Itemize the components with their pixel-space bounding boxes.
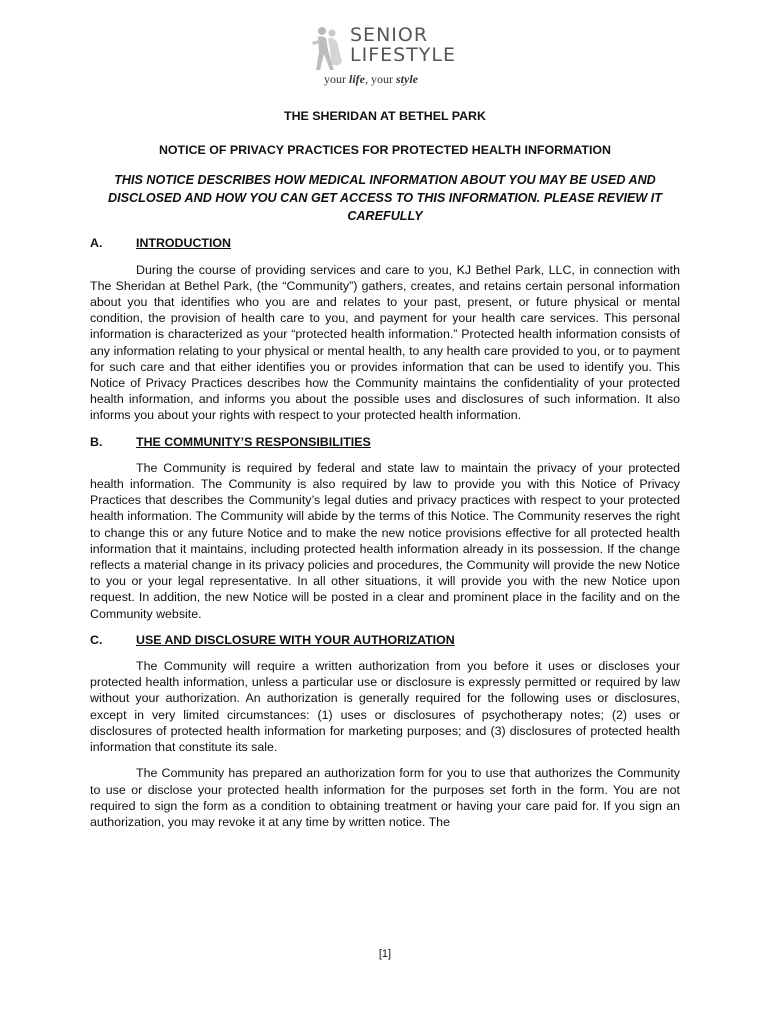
notice-description: THIS NOTICE DESCRIBES HOW MEDICAL INFORMATION ABOUT YOU MAY BE USED AND DISCLOSED AND HOW YOU CAN GET ACCESS TO THIS INFORMATION. PLEASE REVIEW IT CAREFULLY bbox=[108, 173, 662, 224]
section-title: USE AND DISCLOSURE WITH YOUR AUTHORIZATION bbox=[136, 632, 455, 647]
tagline-part: , your bbox=[365, 72, 396, 86]
section-letter: C. bbox=[90, 632, 103, 647]
section-letter: A. bbox=[90, 236, 103, 251]
document-body bbox=[90, 108, 680, 830]
section-title: INTRODUCTION bbox=[136, 236, 231, 251]
section-title: THE COMMUNITY’S RESPONSIBILITIES bbox=[136, 434, 371, 449]
section-b-paragraph: The Community is required by federal and state law to maintain the privacy of your protected health information. The Community is also required by law to provide you with this Notice of Privacy Practices that describes the Community’s legal duties and privacy practices with respect to your protected health information. The Community will abide by the terms of this Notice. The Community reserves the right to change this or any future Notice and to make the new notice provisions effective for all protected health information that it maintains, including protected health information already in its possession. If the change reflects a material change in its privacy policies and procedures, the Community will provide the new Notice to you or your legal representative. In all other situations, it will provide you with the new Notice upon request. In addition, the new Notice will be posted in a clear and prominent place in the facility and on the Community website. bbox=[90, 460, 680, 621]
logo-text-senior: SENIOR bbox=[350, 24, 429, 46]
section-a-paragraph: During the course of providing services and care to you, KJ Bethel Park, LLC, in connection with The Sheridan at Bethel Park, (the “Community”) gathers, creates, and retains certain personal information about you that identifies who you are and relates to your past, present, or future physical or mental condition, the provision of health care to you, and payment for your health care services. This personal information is characterized as your “protected health information.” Protected health information consists of any information relating to your physical or mental health, to any health care provided to you, or to payment for such care and that either identifies you or provides information that can be used to identify you. This Notice of Privacy Practices describes how the Community maintains the confidentiality of your protected health information, and informs you about the possible uses and disclosures of such information. It also informs you about your rights with respect to your protected health information. bbox=[90, 262, 680, 423]
logo-tagline bbox=[324, 72, 418, 87]
logo-text-lifestyle: LIFESTYLE bbox=[350, 44, 456, 66]
tagline-style: style bbox=[396, 72, 418, 86]
tagline-part: your bbox=[324, 72, 349, 86]
section-c-paragraph-2: The Community has prepared an authorization form for you to use that authorizes the Community to use or disclose your protected health information for the purposes set forth in the form. You are not required to sign the form as a condition to obtaining treatment or having your care paid for. If you sign an authorization, you may revoke it at any time by written notice. The bbox=[90, 766, 680, 829]
section-a-heading bbox=[90, 235, 680, 251]
dancing-couple-logo-icon bbox=[308, 24, 346, 74]
section-c-heading bbox=[90, 632, 680, 648]
tagline-life: life bbox=[349, 72, 365, 86]
senior-lifestyle-logo bbox=[308, 22, 468, 90]
page-number: [1] bbox=[378, 948, 392, 960]
section-letter: B. bbox=[90, 434, 103, 449]
section-c-paragraph-1: The Community will require a written authorization from you before it uses or discloses your protected health information, unless a particular use or disclosure is expressly permitted or required by law without your authorization. An authorization is generally required for the following uses or disclosures, except in very limited circumstances: (1) uses or disclosures of psychotherapy notes; (2) uses or disclosures of protected health information for marketing purposes; and (3) disclosures of protected health information that constitute its sale. bbox=[90, 659, 680, 755]
notice-title: NOTICE OF PRIVACY PRACTICES FOR PROTECTED HEALTH INFORMATION bbox=[158, 143, 612, 158]
document-title: THE SHERIDAN AT BETHEL PARK bbox=[284, 109, 486, 123]
section-b-heading bbox=[90, 434, 680, 450]
